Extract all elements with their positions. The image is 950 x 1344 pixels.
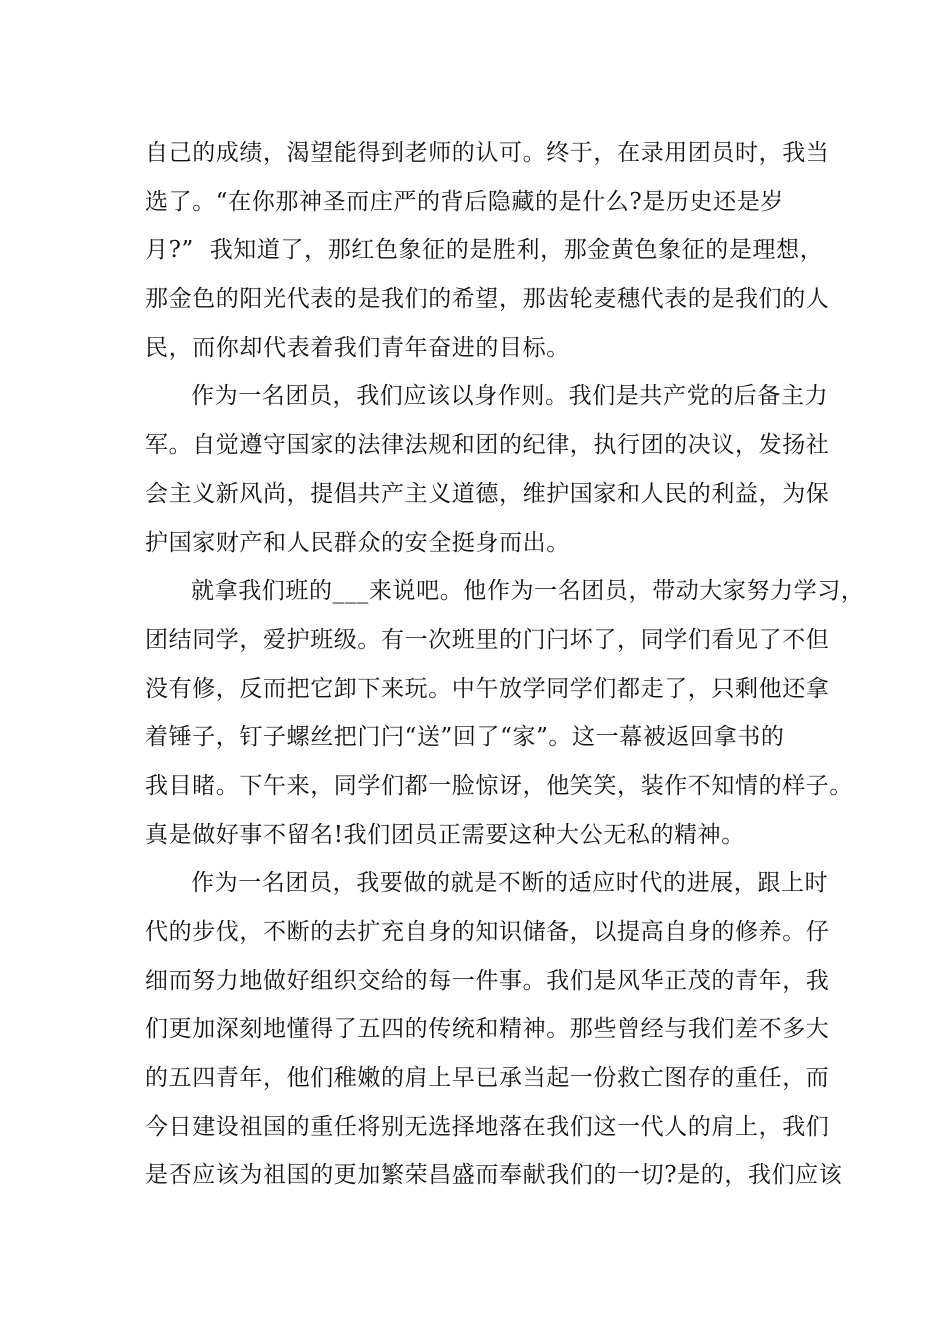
text-line: 们更加深刻地懂得了五四的传统和精神。那些曾经与我们差不多大 xyxy=(145,1016,830,1043)
text-line: 民，而你却代表着我们青年奋进的目标。 xyxy=(145,334,570,361)
text-line: 细而努力地做好组织交给的每一件事。我们是风华正茂的青年，我 xyxy=(145,967,830,994)
text-line: 是否应该为祖国的更加繁荣昌盛而奉献我们的一切?是的，我们应该 xyxy=(145,1162,843,1189)
document-body xyxy=(145,129,865,1200)
text-line: 今日建设祖国的重任将别无选择地落在我们这一代人的肩上，我们 xyxy=(145,1113,830,1140)
paragraph-first-line: 就拿我们班的___来说吧。他作为一名团员，带动大家努力学习， xyxy=(191,578,865,605)
text-line: 团结同学，爱护班级。有一次班里的门闩坏了，同学们看见了不但 xyxy=(145,626,830,653)
text-line: 真是做好事不留名!我们团员正需要这种大公无私的精神。 xyxy=(145,821,745,848)
text-line: 着锤子，钉子螺丝把门闩“送”回了“家”。这一幕被返回拿书的 xyxy=(145,724,785,751)
text-line: 那金色的阳光代表的是我们的希望，那齿轮麦穗代表的是我们的人 xyxy=(145,286,830,313)
text-line: 的五四青年，他们稚嫩的肩上早已承当起一份救亡图存的重任，而 xyxy=(145,1065,830,1092)
text-line: 没有修，反而把它卸下来玩。中午放学同学们都走了，只剩他还拿 xyxy=(145,675,830,702)
text-line: 自己的成绩，渴望能得到老师的认可。终于，在录用团员时，我当 xyxy=(145,140,830,166)
text-line: 选了。“在你那神圣而庄严的背后隐藏的是什么?是历史还是岁 xyxy=(145,188,784,215)
paragraph-first-line: 作为一名团员，我要做的就是不断的适应时代的进展，跟上时 xyxy=(191,870,829,897)
text-line: 会主义新风尚，提倡共产主义道德，维护国家和人民的利益，为保 xyxy=(145,480,830,507)
text-line: 护国家财产和人民群众的安全挺身而出。 xyxy=(145,529,570,556)
paragraph-first-line: 作为一名团员，我们应该以身作则。我们是共产党的后备主力 xyxy=(191,383,829,410)
text-line: 代的步伐，不断的去扩充自身的知识储备，以提高自身的修养。仔 xyxy=(145,919,830,945)
text-line: 月?” 我知道了，那红色象征的是胜利，那金黄色象征的是理想， xyxy=(145,237,824,264)
text-line: 我目睹。下午来，同学们都一脸惊讶，他笑笑，装作不知情的样子。 xyxy=(145,772,853,799)
text-line: 军。自觉遵守国家的法律法规和团的纪律，执行团的决议，发扬社 xyxy=(145,432,830,459)
